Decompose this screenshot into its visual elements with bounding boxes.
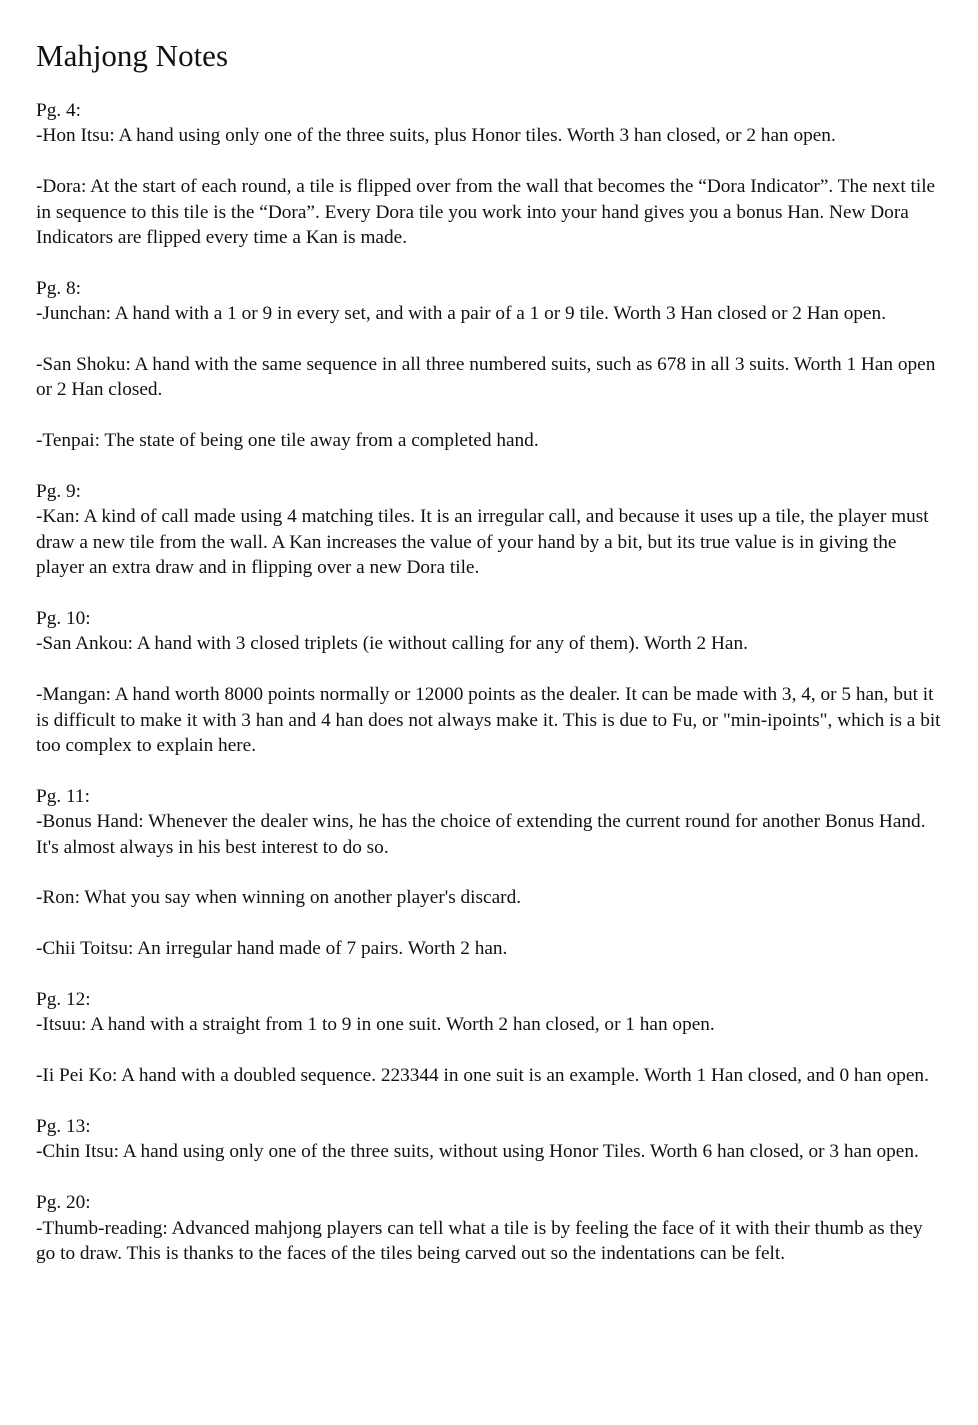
paragraph-gap xyxy=(36,911,942,936)
glossary-entry: -Itsuu: A hand with a straight from 1 to 9 in one suit. Worth 2 han closed, or 1 han open. xyxy=(36,1014,715,1036)
paragraph-gap xyxy=(36,403,942,428)
section-gap xyxy=(36,581,942,606)
glossary-entry: -Kan: A kind of call made using 4 matching tiles. It is an irregular call, and because it uses up a tile, the player must draw a new tile from the wall. A Kan increases the value of your hand by a bit, but its true value is in giving the player an extra draw and in flipping over a new Dora tile. xyxy=(36,506,929,579)
notes-section xyxy=(36,606,942,758)
section-gap xyxy=(36,1165,942,1190)
notes-section xyxy=(36,987,942,1089)
glossary-entry: -San Shoku: A hand with the same sequence in all three numbered suits, such as 678 in all 3 suits. Worth 1 Han open or 2 Han closed. xyxy=(36,354,936,401)
page-reference-heading: Pg. 13: xyxy=(36,1116,91,1138)
section-gap xyxy=(36,1089,942,1114)
page-reference-heading: Pg. 12: xyxy=(36,989,91,1011)
glossary-entry: -San Ankou: A hand with 3 closed triplets (ie without calling for any of them). Worth 2 Han. xyxy=(36,633,748,655)
notes-section xyxy=(36,1190,942,1266)
document-title: Mahjong Notes xyxy=(36,38,229,73)
notes-section xyxy=(36,784,942,962)
paragraph-gap xyxy=(36,1038,942,1063)
glossary-entry: -Ron: What you say when winning on another player's discard. xyxy=(36,887,522,909)
paragraph-gap xyxy=(36,657,942,682)
page-reference-heading: Pg. 20: xyxy=(36,1192,91,1214)
glossary-entry: -Chii Toitsu: An irregular hand made of 7 pairs. Worth 2 han. xyxy=(36,938,508,960)
page-reference-heading: Pg. 11: xyxy=(36,785,90,807)
page-reference-heading: Pg. 4: xyxy=(36,100,82,121)
glossary-entry: -Mangan: A hand worth 8000 points normally or 12000 points as the dealer. It can be made with 3, 4, or 5 han, but it is difficult to make it with 3 han and 4 han does not always make it. This is due to Fu, or "min-ipoints", which is a bit too complex to explain here. xyxy=(36,684,941,757)
document-page xyxy=(36,36,942,1266)
page-reference-heading: Pg. 9: xyxy=(36,481,82,503)
section-gap xyxy=(36,758,942,783)
page-reference-heading: Pg. 8: xyxy=(36,277,82,299)
glossary-entry: -Bonus Hand: Whenever the dealer wins, he has the choice of extending the current round for another Bonus Hand. It's almost always in his best interest to do so. xyxy=(36,811,926,858)
page-reference-heading: Pg. 10: xyxy=(36,608,91,630)
section-gap xyxy=(36,250,942,275)
glossary-entry: -Thumb-reading: Advanced mahjong players can tell what a tile is by feeling the face of it with their thumb as they go to draw. This is thanks to the faces of the tiles being carved out so the indentations can be felt. xyxy=(36,1217,923,1265)
glossary-entry: -Junchan: A hand with a 1 or 9 in every set, and with a pair of a 1 or 9 tile. Worth 3 Han closed or 2 Han open. xyxy=(36,303,887,325)
paragraph-gap xyxy=(36,149,942,174)
section-gap xyxy=(36,454,942,479)
notes-section xyxy=(36,479,942,581)
paragraph-gap xyxy=(36,860,942,885)
paragraph-gap xyxy=(36,327,942,352)
glossary-entry: -Tenpai: The state of being one tile away from a completed hand. xyxy=(36,430,539,452)
notes-section xyxy=(36,98,942,250)
notes-section xyxy=(36,1114,942,1165)
notes-section xyxy=(36,276,942,454)
glossary-entry: -Dora: At the start of each round, a tile is flipped over from the wall that becomes the “Dora Indicator”. The next tile in sequence to this tile is the “Dora”. Every Dora tile you work into your hand gives you a bonus Han. New Dora Indicators are flipped every time a Kan is made. xyxy=(36,176,936,249)
notes-body xyxy=(36,98,942,1266)
section-gap xyxy=(36,962,942,987)
glossary-entry: -Chin Itsu: A hand using only one of the three suits, without using Honor Tiles. Worth 6 han closed, or 3 han open. xyxy=(36,1141,919,1163)
glossary-entry: -Hon Itsu: A hand using only one of the three suits, plus Honor tiles. Worth 3 han closed, or 2 han open. xyxy=(36,125,836,147)
glossary-entry: -Ii Pei Ko: A hand with a doubled sequence. 223344 in one suit is an example. Worth 1 Han closed, and 0 han open. xyxy=(36,1065,929,1087)
